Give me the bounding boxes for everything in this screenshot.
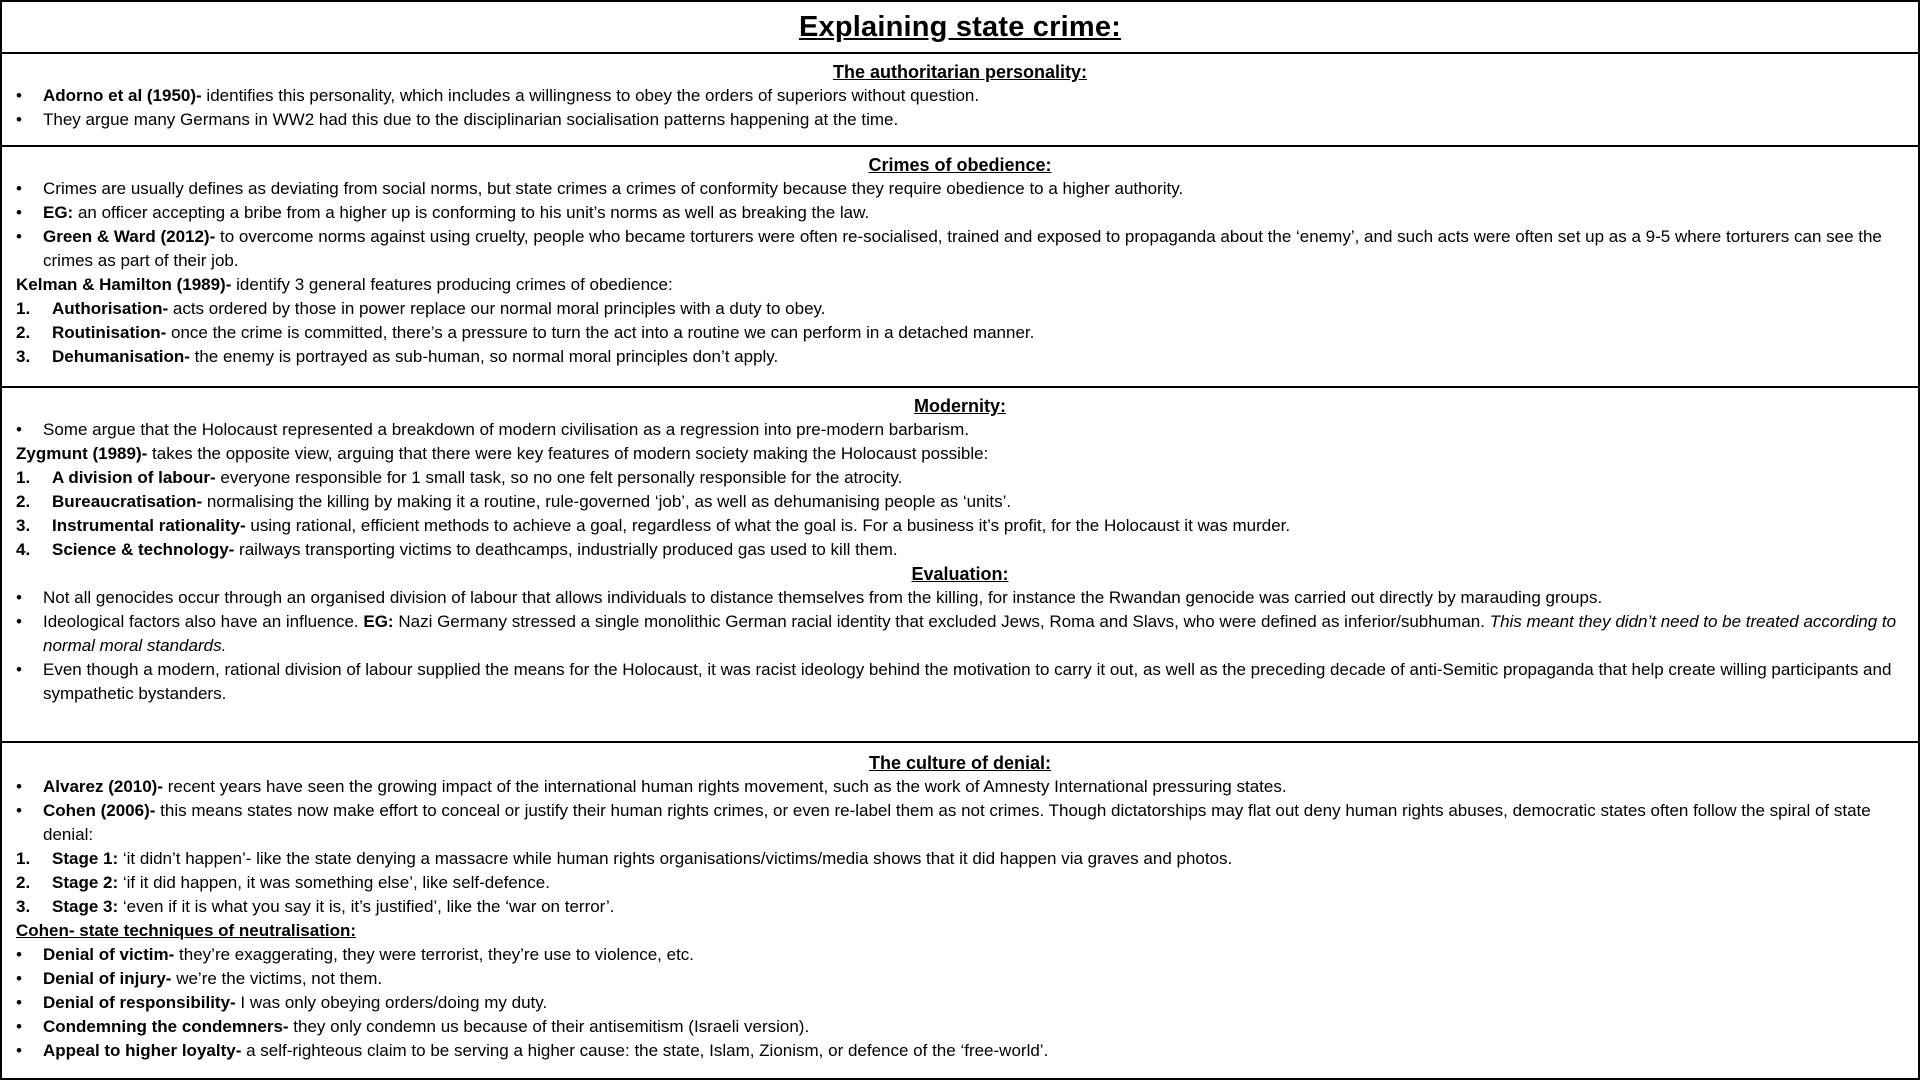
section-authoritarian-personality: [2, 54, 1918, 147]
item-text: once the crime is committed, there’s a pressure to turn the act into a routine we can perform in a detached manner.: [166, 323, 1035, 342]
item-text: Not all genocides occur through an organised division of labour that allows individuals to distance themselves from the killing, for instance the Rwandan genocide was carried out directly by marauding groups.: [43, 588, 1603, 607]
bullet-item: [16, 201, 1904, 225]
bold-term: Appeal to higher loyalty-: [43, 1041, 242, 1060]
bold-term: Stage 3:: [52, 897, 119, 916]
item-text: acts ordered by those in power replace our normal moral principles with a duty to obey.: [168, 299, 826, 318]
item-text: the enemy is portrayed as sub-human, so normal moral principles don’t apply.: [189, 347, 779, 366]
item-text: using rational, efficient methods to achieve a goal, regardless of what the goal is. For a business it’s profit, for the Holocaust it was murder.: [245, 516, 1291, 535]
item-text: railways transporting victims to deathcamps, industrially produced gas used to kill them.: [234, 540, 898, 559]
item-text: we’re the victims, not them.: [171, 969, 383, 988]
item-text: an officer accepting a bribe from a higher up is conforming to his unit’s norms as well as breaking the law.: [73, 203, 870, 222]
bullet-item: [16, 108, 1904, 132]
bold-term: A division of labour-: [52, 468, 216, 487]
intro-line: [16, 273, 1904, 297]
numbered-item: [16, 345, 1904, 369]
section-heading: Modernity:: [914, 396, 1006, 416]
page-title: Explaining state crime:: [798, 10, 1122, 43]
italic-text: This meant they didn’t need to be treated according to normal moral standards.: [43, 612, 1897, 655]
bullet-item: [16, 177, 1904, 201]
bullet-marker: •: [16, 588, 22, 607]
item-text: Even though a modern, rational division of labour supplied the means for the Holocaust, it was racist ideology behind the motivation to carry it out, as well as the preceding decade of anti-Semitic propaganda that help create willing participants and sympathetic bystanders.: [43, 660, 1892, 703]
bullet-item: [16, 1015, 1904, 1039]
bold-term: Stage 1:: [52, 849, 119, 868]
bullet-marker: •: [16, 86, 22, 105]
numbered-item: [16, 514, 1904, 538]
bold-term: Zygmunt (1989)-: [16, 444, 148, 463]
bullet-marker: •: [16, 660, 22, 679]
bullet-item: [16, 84, 1904, 108]
bullet-marker: •: [16, 227, 22, 246]
bullet-marker: •: [16, 801, 22, 820]
bullet-marker: •: [16, 110, 22, 129]
numbered-item: [16, 466, 1904, 490]
item-text: recent years have seen the growing impact of the international human rights movement, such as the work of Amnesty International pressuring states.: [163, 777, 1287, 796]
bold-term: Kelman & Hamilton (1989)-: [16, 275, 232, 294]
bullet-item: [16, 967, 1904, 991]
item-text: Crimes are usually defines as deviating from social norms, but state crimes a crimes of conformity because they require obedience to a higher authority.: [43, 179, 1184, 198]
section-modernity: [2, 388, 1918, 743]
bullet-item: [16, 775, 1904, 799]
bold-term: Green & Ward (2012)-: [43, 227, 216, 246]
bullet-item: [16, 610, 1904, 658]
bold-term: EG:: [43, 203, 74, 222]
item-number: 3.: [16, 347, 31, 366]
bullet-item: [16, 586, 1904, 610]
item-text: ‘if it did happen, it was something else’, like self-defence.: [118, 873, 550, 892]
bullet-marker: •: [16, 1017, 22, 1036]
bold-term: EG:: [363, 612, 394, 631]
bold-term: Condemning the condemners-: [43, 1017, 289, 1036]
item-number: 2.: [16, 323, 31, 342]
bold-term: Bureaucratisation-: [52, 492, 203, 511]
item-text: a self-righteous claim to be serving a higher cause: the state, Islam, Zionism, or defence of the ‘free-world’.: [241, 1041, 1049, 1060]
bold-term: Denial of victim-: [43, 945, 175, 964]
bold-term: Denial of injury-: [43, 969, 172, 988]
item-text: ‘it didn’t happen’- like the state denying a massacre while human rights organisations/victims/media shows that it did happen via graves and photos.: [118, 849, 1233, 868]
bold-term: Cohen (2006)-: [43, 801, 156, 820]
bullet-marker: •: [16, 969, 22, 988]
evaluation-heading: Evaluation:: [911, 564, 1009, 584]
bold-term: Dehumanisation-: [52, 347, 190, 366]
item-text: I was only obeying orders/doing my duty.: [235, 993, 548, 1012]
item-text: identifies this personality, which includes a willingness to obey the orders of superiors without question.: [201, 86, 980, 105]
item-number: 4.: [16, 540, 31, 559]
bullet-item: [16, 943, 1904, 967]
item-text: takes the opposite view, arguing that there were key features of modern society making the Holocaust possible:: [147, 444, 989, 463]
bullet-marker: •: [16, 945, 22, 964]
item-number: 1.: [16, 468, 31, 487]
bullet-item: [16, 418, 1904, 442]
bold-term: Science & technology-: [52, 540, 235, 559]
bold-term: Stage 2:: [52, 873, 119, 892]
section-culture-of-denial: [2, 743, 1918, 1074]
bullet-marker: •: [16, 993, 22, 1012]
item-text: They argue many Germans in WW2 had this due to the disciplinarian socialisation patterns happening at the time.: [43, 110, 899, 129]
item-text: ‘even if it is what you say it is, it’s justified’, like the ‘war on terror’.: [118, 897, 615, 916]
section-crimes-of-obedience: [2, 147, 1918, 388]
item-text: Nazi Germany stressed a single monolithic German racial identity that excluded Jews, Roma and Slavs, who were defined as inferior/subhuman.: [393, 612, 1490, 631]
section-heading: Crimes of obedience:: [868, 155, 1052, 175]
item-text: identify 3 general features producing crimes of obedience:: [231, 275, 673, 294]
item-number: 2.: [16, 492, 31, 511]
item-text: Ideological factors also have an influence.: [43, 612, 364, 631]
item-number: 3.: [16, 897, 31, 916]
bullet-item: [16, 658, 1904, 706]
bullet-item: [16, 1039, 1904, 1063]
item-text: to overcome norms against using cruelty, people who became torturers were often re-socialised, trained and exposed to propaganda about the ‘enemy’, and such acts were often set up as a 9-5 where torturers can see the crimes as part of their job.: [43, 227, 1882, 270]
section-heading: The authoritarian personality:: [832, 62, 1088, 82]
bullet-marker: •: [16, 179, 22, 198]
numbered-item: [16, 490, 1904, 514]
bold-term: Instrumental rationality-: [52, 516, 246, 535]
title-box: [2, 2, 1918, 54]
item-number: 1.: [16, 849, 31, 868]
bullet-marker: •: [16, 420, 22, 439]
bullet-marker: •: [16, 203, 22, 222]
numbered-item: [16, 297, 1904, 321]
bullet-item: [16, 225, 1904, 273]
numbered-item: [16, 871, 1904, 895]
numbered-item: [16, 321, 1904, 345]
numbered-item: [16, 847, 1904, 871]
bold-term: Adorno et al (1950)-: [43, 86, 202, 105]
bullet-marker: •: [16, 777, 22, 796]
bold-term: Denial of responsibility-: [43, 993, 236, 1012]
bullet-item: [16, 991, 1904, 1015]
item-number: 1.: [16, 299, 31, 318]
item-number: 2.: [16, 873, 31, 892]
subheading: Cohen- state techniques of neutralisation:: [16, 921, 357, 940]
section-heading: The culture of denial:: [868, 753, 1051, 773]
item-text: they only condemn us because of their antisemitism (Israeli version).: [288, 1017, 810, 1036]
item-number: 3.: [16, 516, 31, 535]
bullet-marker: •: [16, 1041, 22, 1060]
numbered-item: [16, 895, 1904, 919]
bullet-item: [16, 799, 1904, 847]
bold-term: Routinisation-: [52, 323, 167, 342]
item-text: this means states now make effort to conceal or justify their human rights crimes, or even re-label them as not crimes. Though dictatorships may flat out deny human rights abuses, democratic states often follow the spiral of state denial:: [43, 801, 1871, 844]
item-text: everyone responsible for 1 small task, so no one felt personally responsible for the atrocity.: [215, 468, 903, 487]
bold-term: Authorisation-: [52, 299, 169, 318]
bold-term: Alvarez (2010)-: [43, 777, 164, 796]
item-text: Some argue that the Holocaust represented a breakdown of modern civilisation as a regression into pre-modern barbarism.: [43, 420, 970, 439]
numbered-item: [16, 538, 1904, 562]
item-text: normalising the killing by making it a routine, rule-governed ‘job’, as well as dehumanising people as ‘units’.: [202, 492, 1012, 511]
bullet-marker: •: [16, 612, 22, 631]
item-text: they’re exaggerating, they were terrorist, they’re use to violence, etc.: [174, 945, 695, 964]
intro-line: [16, 442, 1904, 466]
